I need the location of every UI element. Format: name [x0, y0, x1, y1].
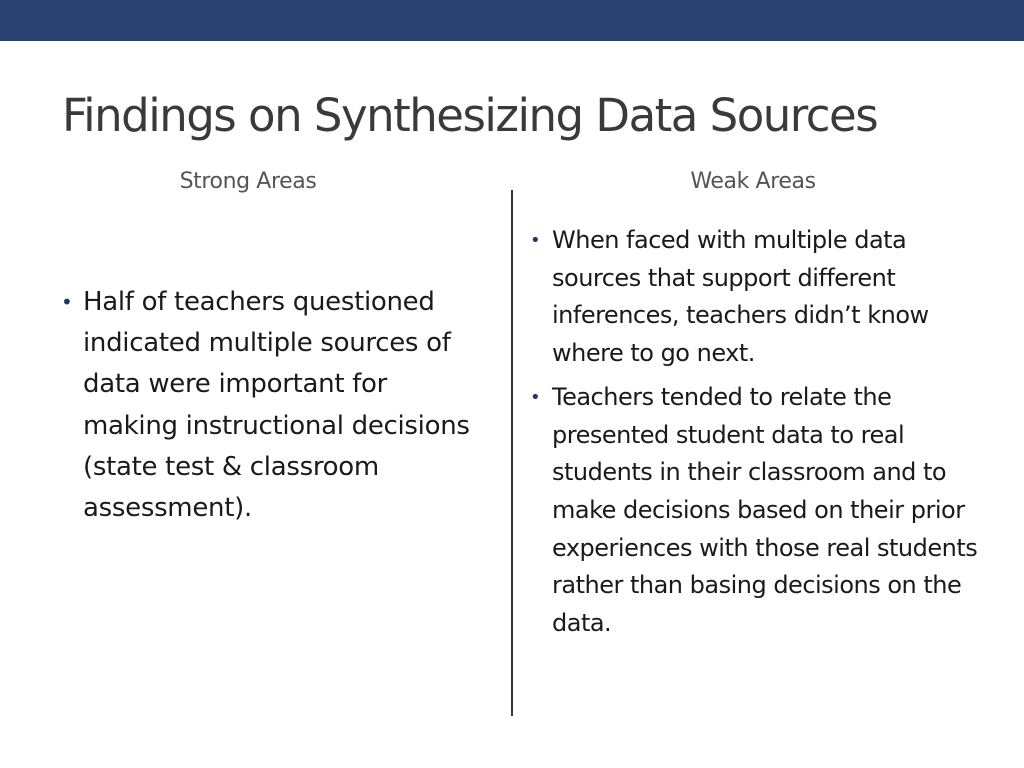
column-divider [511, 190, 513, 716]
bullet-text: Teachers tended to relate the presented student data to real students in their classroom and to make decisions based on their prior experiences with those real students rather than basing decisions on the data. [552, 382, 978, 638]
bullet-icon: • [61, 290, 73, 314]
bullet-text: When faced with multiple data sources that support different inferences, teachers didn’t know where to go next. [552, 226, 929, 368]
weak-areas-heading: Weak Areas [690, 169, 816, 194]
slide-title: Findings on Synthesizing Data Sources [62, 89, 878, 142]
bullet-text: Half of teachers questioned indicated multiple sources of data were important for making instructional decisions (state test & classroom assessment). [83, 287, 470, 524]
bullet-icon: • [530, 386, 541, 408]
list-item [530, 379, 1000, 643]
strong-areas-heading: Strong Areas [179, 169, 317, 194]
weak-areas-list [530, 222, 1000, 649]
list-item [61, 282, 481, 529]
top-accent-bar [0, 0, 1024, 41]
list-item [530, 222, 1000, 373]
bullet-icon: • [530, 230, 541, 251]
strong-areas-list [61, 282, 481, 529]
